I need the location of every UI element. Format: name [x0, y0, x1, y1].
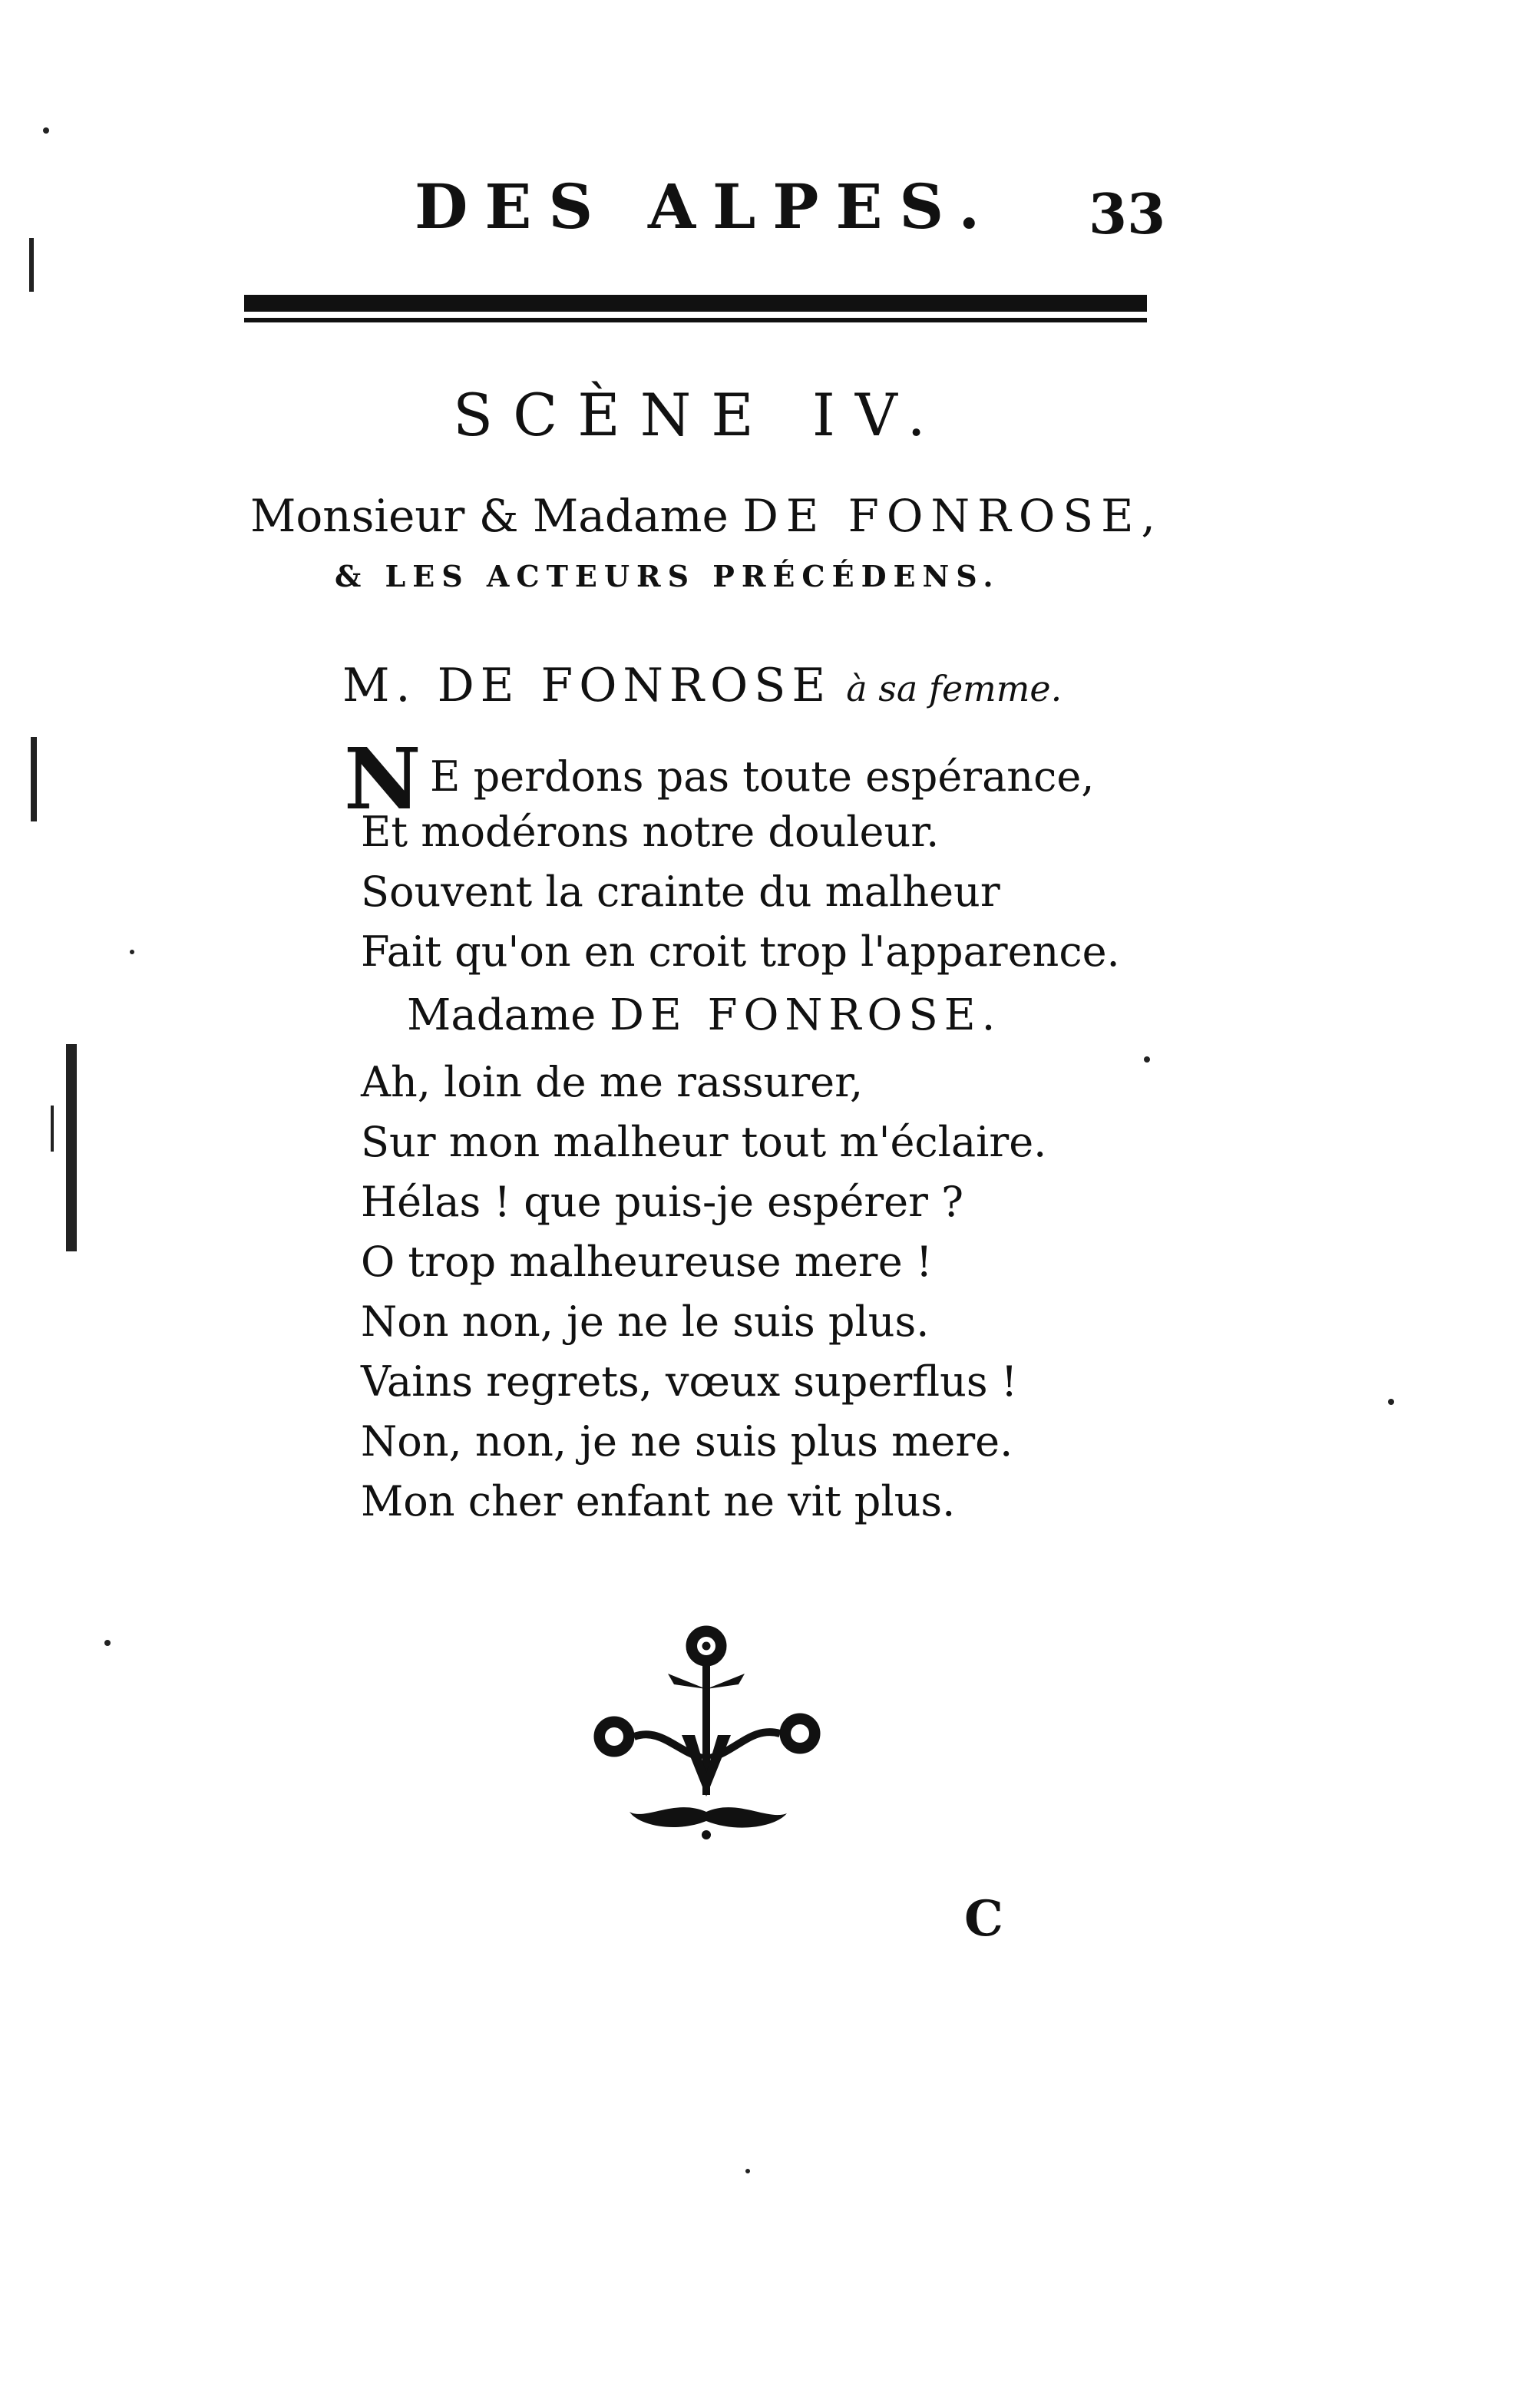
verse-line: Fait qu'on en croit trop l'apparence.: [361, 927, 1120, 976]
verse-line: Sur mon malheur tout m'éclaire.: [361, 1118, 1047, 1166]
speaker-heading-1: [342, 659, 1062, 712]
characters-surname: DE FONROSE,: [742, 490, 1163, 542]
characters-line-2: & LES ACTEURS PRÉCÉDENS.: [335, 559, 1000, 593]
verse-line: O trop malheureuse mere !: [361, 1238, 933, 1286]
speaker-prefix: Madame: [407, 990, 597, 1040]
characters-prefix: Monsieur & Madame: [250, 490, 729, 542]
verse-line: Hélas ! que puis-je espérer ?: [361, 1178, 964, 1226]
signature-mark: C: [964, 1890, 1003, 1948]
verse-line: Souvent la crainte du malheur: [361, 868, 1000, 916]
running-title: DES ALPES.: [415, 170, 997, 243]
verse-line: Ah, loin de me rassurer,: [361, 1058, 864, 1106]
characters-line-1: [250, 490, 1163, 542]
verse-line: Vains regrets, vœux superflus !: [361, 1357, 1018, 1406]
drop-cap: N: [344, 729, 421, 828]
verse-line: Mon cher enfant ne vit plus.: [361, 1477, 956, 1525]
scene-heading: SCÈNE IV.: [453, 381, 946, 449]
speaker-name: DE FONROSE.: [610, 990, 1002, 1040]
verse-line: Non, non, je ne suis plus mere.: [361, 1417, 1013, 1466]
verse-line: Non non, je ne le suis plus.: [361, 1297, 930, 1346]
verse-line: E perdons pas toute espérance,: [430, 752, 1095, 801]
speaker-name: M. DE FONROSE: [342, 659, 832, 712]
speaker-heading-2: [407, 990, 1001, 1040]
floral-tailpiece-icon: [591, 1620, 821, 1858]
header-rule-thin: [244, 318, 1147, 322]
verse-line: Et modérons notre douleur.: [361, 808, 940, 856]
header-rule-thick: [244, 295, 1147, 312]
stage-direction: à sa femme.: [846, 668, 1062, 709]
page-number: 33: [1089, 181, 1166, 246]
